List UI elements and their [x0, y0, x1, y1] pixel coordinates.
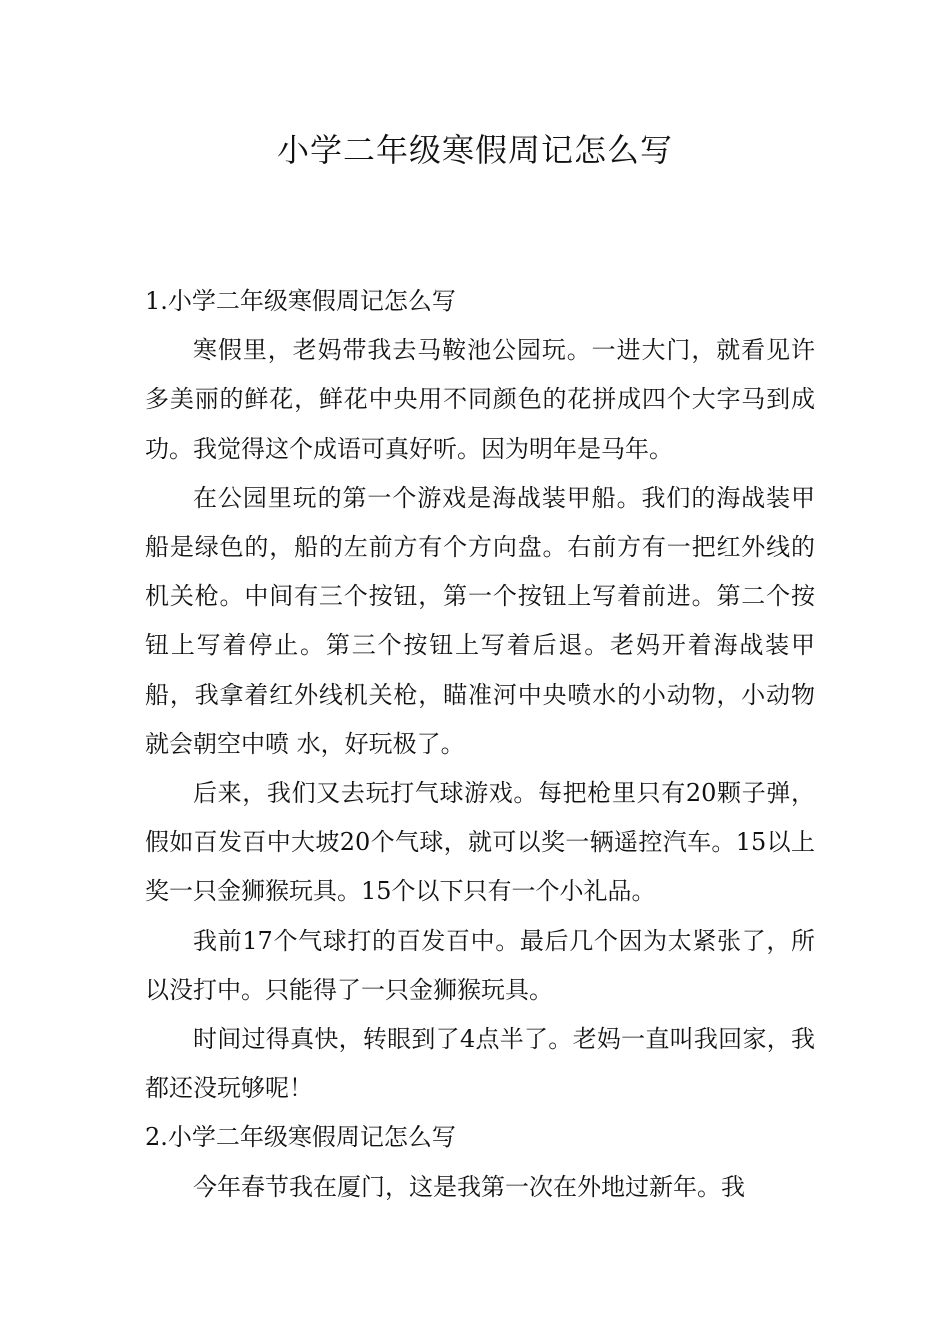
section-heading-1: 1.小学二年级寒假周记怎么写: [145, 287, 456, 315]
paragraph: 时间过得真快，转眼到了4点半了。老妈一直叫我回家，我都还没玩够呢！: [145, 1025, 815, 1103]
paragraph: 后来，我们又去玩打气球游戏。每把枪里只有20颗子弹，假如百发百中大坡20个气球，就可以奖一辆遥控汽车。15以上奖一只金狮猴玩具。15个以下只有一个小礼品。: [145, 779, 815, 906]
paragraph: 今年春节我在厦门，这是我第一次在外地过新年。我: [193, 1172, 745, 1201]
document-title: 小学二年级寒假周记怎么写: [276, 131, 673, 169]
paragraph: 寒假里，老妈带我去马鞍池公园玩。一进大门，就看见许多美丽的鲜花，鲜花中央用不同颜色的花拼成四个大字马到成功。我觉得这个成语可真好听。因为明年是马年。: [145, 336, 815, 463]
paragraph: 在公园里玩的第一个游戏是海战装甲船。我们的海战装甲船是绿色的，船的左前方有个方向盘。右前方有一把红外线的机关枪。中间有三个按钮，第一个按钮上写着前进。第二个按钮上写着停止。第三个按钮上写着后退。老妈开着海战装甲船，我拿着红外线机关枪，瞄准河中央喷水的小动物，小动物就会朝空中喷 水，好玩极了。: [145, 483, 815, 758]
section-heading-2: 2.小学二年级寒假周记怎么写: [145, 1123, 456, 1152]
paragraph: 我前17个气球打的百发百中。最后几个因为太紧张了，所以没打中。只能得了一只金狮猴玩具。: [145, 926, 815, 1004]
document-body: [145, 277, 815, 1212]
